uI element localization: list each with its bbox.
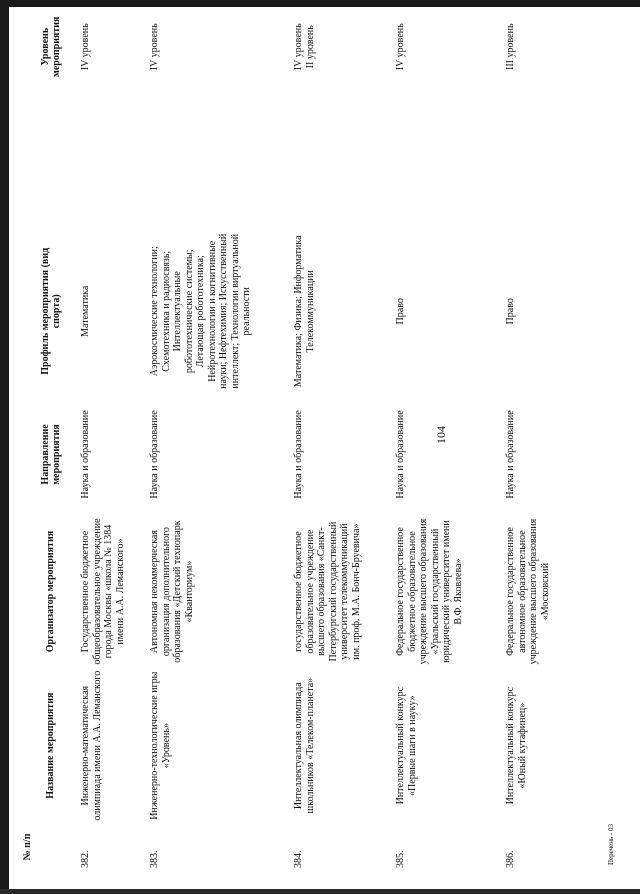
row-profile: Право [505,298,516,325]
events-table [22,0,625,870]
table-header-row [22,0,80,870]
row-organizer: Государственное бюджетное общеобразовательное учреждение города Москвы «школа № 1384 имени А.А. Леманского» [80,518,126,665]
header-direction: Направление мероприятия [39,424,62,485]
row-profile: Математика; Физика; Информатика Телекоммуникации [293,235,316,388]
scan-edge-bottom [0,889,640,894]
row-name: Интеллектуальный конкурс «Первые шаги в науку» [395,686,418,805]
row-num: 382. [80,850,91,868]
rotated-document-page [22,0,622,870]
row-profile: Математика [80,285,91,337]
row-organizer: Автономная некоммерческая организация дополнительного образования «Детский технопарк «Кванториум» [149,520,195,663]
row-level: IV уровень [149,23,160,71]
row-profile: Аэрокосмические технологии; Схемотехника и радиосвязь; Интеллектуальные робототехнические системы; Летающая робототехника; Нейротехнологии и когнитивные науки; Нефтехимия; Искусственный интеллект; Технологии виртуальной реальности [149,233,252,389]
row-num: 383. [149,850,160,868]
table-row [395,0,505,870]
row-name: Инженерно-технологические игры «Уровень» [149,671,172,820]
scan-edge-left [0,0,9,894]
footer-note: Перечень - 03 [607,824,615,865]
header-level: Уровень мероприятия [39,16,62,77]
row-direction: Наука и образование [149,410,160,499]
table-row [80,0,149,870]
header-spacer [22,93,80,229]
table-row [293,0,395,870]
page-number: 104 [434,426,448,444]
row-level: IV уровень II уровень [293,23,316,71]
row-direction: Наука и образование [395,410,406,499]
row-direction: Наука и образование [293,410,304,499]
header-organizer: Организатор мероприятия [45,530,57,653]
row-num: 384. [293,850,304,868]
table-row [149,0,293,870]
table-row [505,0,625,870]
row-num: 386. [505,850,516,868]
row-direction: Наука и образование [505,410,516,499]
row-name: Интеллектуальный конкурс «Юный кутафинец» [505,686,528,805]
row-profile: Право [395,298,406,325]
row-organizer: Федеральное государственное бюджетное образовательное учреждение высшего образования «Уральский государственный юридический университет имени В.Ф. Яковлева» [395,518,464,665]
row-direction: Наука и образование [80,410,91,499]
row-organizer: государственное бюджетное образовательное учреждение высшего образования «Санкт-Петербургский государственный университет телекоммуникаций им. проф. М.А. Бонч-Бруевича» [293,521,362,662]
header-name: Название мероприятия [45,692,57,799]
row-level: III уровень [505,23,516,70]
header-profile: Профиль мероприятия (вид спорта) [39,247,62,375]
row-num: 385. [395,850,406,868]
header-num: № п/п [22,833,33,861]
row-name: Инженерно-математическая олимпиада имени А.А. Леманского [80,670,103,821]
row-name: Интеллектуальная олимпиада школьников «Телеком-планета» [293,677,316,814]
row-level: IV уровень [395,23,406,71]
row-level: IV уровень [80,23,91,71]
row-organizer: Федеральное государственное автономное образовательное учреждение высшего образования «Московский [505,518,551,665]
